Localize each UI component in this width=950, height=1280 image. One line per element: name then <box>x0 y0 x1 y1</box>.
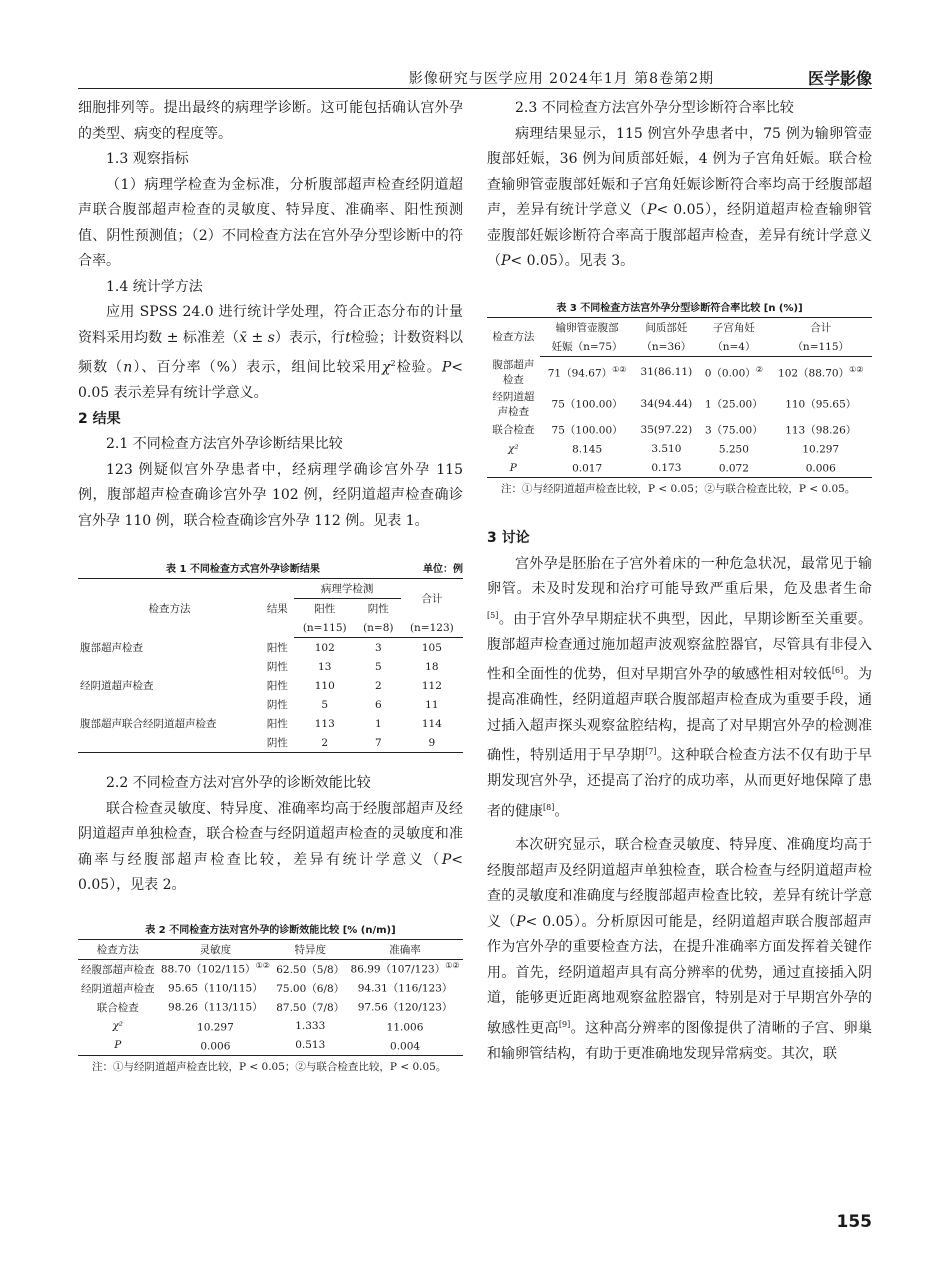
t1-header-result: 结果 <box>266 602 288 615</box>
t3-cell-total <box>770 420 873 439</box>
t1-cell-neg: 1 <box>374 717 382 730</box>
paragraph: 123 例疑似宫外孕患者中，经病理学确诊宫外孕 115 例，腹部超声检查确诊宫外孕 102 例，经阴道超声检查确诊宫外孕 110 例，联合检查确诊宫外孕 112 例。见表 1。 <box>78 461 463 529</box>
t2-cell-spec: 75.00（6/8） <box>276 982 345 995</box>
t1-cell-total: 11 <box>425 698 439 711</box>
heading-2-1: 2.1 不同检查方法宫外孕诊断结果比较 <box>106 436 343 453</box>
t2-value: 86.99（107/123） <box>350 963 446 976</box>
t2-header-acc: 准确率 <box>347 939 463 959</box>
t2-cell-sens <box>157 998 273 1017</box>
t3-n-corn: （n=4） <box>698 337 769 357</box>
table2-note: 注：①与经阴道超声检查比较，P < 0.05；②与联合检查比较，P < 0.05。 <box>92 1060 447 1073</box>
t2-cell-method: P <box>114 1039 122 1052</box>
paragraph: 应用 SPSS 24.0 进行统计学处理，符合正态分布的计量资料采用均数 ± 标准差（x̄ ± s）表示，行t检验；计数资料以频数（n）、百分率（%）表示，组间比较采用$\chi^2$检验。P< 0.05 表示差异有统计学意义。 <box>78 304 464 402</box>
t1-cell-pos: 113 <box>314 717 335 730</box>
t3-n-amp: 妊娠（n=75） <box>540 337 635 357</box>
t1-cell-method: 腹部超声联合经阴道超声检查 <box>80 718 217 731</box>
t1-cell-method <box>78 733 261 753</box>
t3-marker: ② <box>755 364 763 374</box>
t1-n-pos: (n=115) <box>294 618 356 638</box>
t3-cell-amp <box>540 458 635 478</box>
t2-header-method: 检查方法 <box>78 939 157 959</box>
t1-cell-total: 112 <box>421 679 442 692</box>
t1-header-method: 检查方法 <box>148 602 191 615</box>
right-column <box>487 96 872 1067</box>
t3-cell-corn <box>698 420 769 439</box>
table3-caption: 表 3 不同检查方法宫外孕分型诊断符合率比较 [n (%)] <box>556 302 803 314</box>
t3-header-amp: 输卵管壶腹部 <box>555 321 619 334</box>
table-row <box>487 439 872 458</box>
t2-value: 98.26（113/115） <box>168 1001 263 1014</box>
page-number: 155 <box>836 1212 872 1232</box>
t3-cell-total <box>770 356 873 388</box>
t3-cell-amp <box>540 420 635 439</box>
t3-cell-method <box>487 420 540 439</box>
t2-value: 94.31（116/123） <box>357 982 453 995</box>
t1-cell-total: 9 <box>428 736 436 749</box>
t3-value: 71（94.67） <box>547 367 613 379</box>
t3-method-line1: 经阴道超 <box>492 391 535 403</box>
table2-caption: 表 2 不同检查方法对宫外孕的诊断效能比较 [% (n/m)] <box>145 924 396 936</box>
t3-cell-total <box>770 458 873 478</box>
t1-cell-result: 阳性 <box>266 641 288 654</box>
t3-value: 75（100.00） <box>551 398 623 411</box>
t1-cell-result: 阴性 <box>266 661 288 674</box>
t3-value: 102（88.70） <box>778 367 850 379</box>
t3-method-line1: 腹部超声 <box>492 359 535 371</box>
t2-cell-acc <box>347 1017 463 1036</box>
t3-n-total: （n=115） <box>770 337 873 357</box>
t2-value: 97.56（120/123） <box>357 1001 453 1014</box>
t3-cell-amp <box>540 439 635 458</box>
t3-cell-int: 35(97.22) <box>640 423 693 436</box>
heading-1-4: 1.4 统计学方法 <box>106 278 203 295</box>
t3-header-corn: 子宫角妊 <box>712 321 755 334</box>
t2-marker: ①② <box>255 961 270 971</box>
t2-cell-method: 经腹部超声检查 <box>80 963 155 976</box>
t2-value: 11.006 <box>386 1021 424 1034</box>
table-row <box>487 458 872 478</box>
t2-header-sens: 灵敏度 <box>157 939 273 959</box>
table1-caption: 表 1 不同检查方式宫外孕诊断结果 单位：例 <box>166 564 463 576</box>
table-row <box>78 638 463 658</box>
table-row <box>487 356 872 388</box>
t1-cell-neg: 3 <box>374 641 382 654</box>
t3-cell-corn <box>698 356 769 388</box>
t2-cell-method: χ² <box>112 1020 124 1033</box>
t2-cell-sens <box>157 1017 273 1036</box>
t1-n-neg: (n=8) <box>356 618 401 638</box>
t1-cell-pos: 110 <box>314 679 335 692</box>
t2-cell-acc <box>347 1036 463 1056</box>
t3-method-line2: 声检查 <box>497 406 530 418</box>
t1-cell-result: 阴性 <box>266 699 288 712</box>
t3-cell-method <box>487 388 540 420</box>
t2-value: 0.006 <box>200 1040 231 1053</box>
t3-cell-corn <box>698 388 769 420</box>
t3-value: 8.145 <box>572 443 603 456</box>
t3-header-method: 检查方法 <box>492 331 535 344</box>
t2-cell-spec: 1.333 <box>295 1020 326 1033</box>
paragraph: 联合检查灵敏度、特异度、准确率均高于经腹部超声及经阴道超声单独检查，联合检查与经阴道超声检查的灵敏度和准确率与经腹部超声检查比较，差异有统计学意义（P< 0.05），见表 2。 <box>78 800 463 894</box>
t2-cell-sens <box>157 979 273 998</box>
t1-cell-method: 经阴道超声检查 <box>80 680 154 693</box>
t3-value: 0.072 <box>718 462 749 475</box>
paragraph: 细胞排列等。提出最终的病理学诊断。这可能包括确认宫外孕的类型、病变的程度等。 <box>78 100 463 142</box>
t1-cell-total: 18 <box>425 660 439 673</box>
t2-value: 95.65（110/115） <box>168 982 263 995</box>
t2-value: 0.004 <box>390 1040 421 1053</box>
t2-cell-acc <box>347 979 463 998</box>
t3-value: 113（98.26） <box>785 424 857 437</box>
t1-header-pos: 阳性 <box>314 603 336 616</box>
t1-cell-pos: 5 <box>321 698 329 711</box>
t1-cell-pos: 13 <box>318 660 332 673</box>
t3-value: 10.297 <box>802 443 840 456</box>
t3-value: 1（25.00） <box>704 398 763 411</box>
t3-cell-corn <box>698 458 769 478</box>
t3-value: 75（100.00） <box>551 424 623 437</box>
table-row <box>78 733 463 753</box>
table-row <box>487 420 872 439</box>
t3-marker: ①② <box>612 364 627 374</box>
t2-cell-method: 经阴道超声检查 <box>80 982 155 995</box>
t3-n-int: （n=36） <box>635 337 699 357</box>
t3-method-line2: 检查 <box>502 374 524 386</box>
paragraph: （1）病理学检查为金标准，分析腹部超声检查经阴道超声联合腹部超声检查的灵敏度、特异度、准确率、阳性预测值、阴性预测值；（2）不同检查方法在宫外孕分型诊断中的符合率。 <box>78 176 463 269</box>
t3-cell-int: 34(94.44) <box>640 398 693 410</box>
heading-1-3: 1.3 观察指标 <box>106 151 189 167</box>
t1-cell-result: 阳性 <box>266 680 288 693</box>
t3-value: 0.017 <box>572 462 603 475</box>
running-header <box>78 66 872 88</box>
t1-n-total: (n=123) <box>401 618 463 638</box>
t3-value: 110（95.65） <box>785 398 857 411</box>
table-row <box>78 657 463 676</box>
table1 <box>78 578 463 753</box>
t3-header-int: 间质部妊 <box>645 321 688 334</box>
t3-cell-int: 0.173 <box>651 461 682 474</box>
t2-marker: ①② <box>445 961 460 971</box>
t3-cell-int: 31(86.11) <box>640 366 693 379</box>
t2-header-spec: 特异度 <box>273 939 347 959</box>
t3-cell-method <box>487 439 540 458</box>
table-row <box>78 1036 463 1056</box>
t2-cell-sens <box>157 959 273 979</box>
heading-2: 2 结果 <box>78 410 121 427</box>
paragraph: 宫外孕是胚胎在子宫外着床的一种危急状况，最常见于输卵管。未及时发现和治疗可能导致严重后果，危及患者生命[5]。由于宫外孕早期症状不典型，因此，早期诊断至关重要。腹部超声检查通过施加超声波观察盆腔器官，尽管具有非侵入性和全面性的优势，但对早期宫外孕的敏感性相对较低[6]。为提高准确性，经阴道超声联合腹部超声检查成为重要手段，通过插入超声探头观察盆腔结构，提高了对早期宫外孕的检测准确性，特别适用于早孕期[7]。这种联合检查方法不仅有助于早期发现宫外孕，还提高了治疗的成功率，从而更好地保障了患者的健康[8]。 <box>487 555 873 820</box>
t2-cell-acc <box>347 998 463 1017</box>
t2-cell-spec: 0.513 <box>295 1039 326 1052</box>
table-row <box>78 998 463 1017</box>
t3-cell-total <box>770 439 873 458</box>
t2-value: 88.70（102/115） <box>160 963 256 976</box>
t1-header-group: 病理学检测 <box>294 579 401 599</box>
t1-cell-total: 114 <box>421 717 442 730</box>
t2-cell-acc <box>347 959 463 979</box>
t3-cell-total <box>770 388 873 420</box>
t1-header-total: 合计 <box>421 593 443 606</box>
t3-value: 0.006 <box>805 462 836 475</box>
table-row <box>78 979 463 998</box>
t2-cell-sens <box>157 1036 273 1056</box>
table-row <box>78 1017 463 1036</box>
t1-cell-neg: 7 <box>374 736 382 749</box>
table3-note: 注：①与经阴道超声检查比较，P < 0.05；②与联合检查比较，P < 0.05。 <box>501 483 856 495</box>
table-row <box>78 959 463 979</box>
header-rule <box>78 88 872 89</box>
t3-value: 0（0.00） <box>704 367 756 379</box>
t1-cell-pos: 2 <box>321 736 329 749</box>
t3-cell-amp <box>540 356 635 388</box>
t1-header-neg: 阴性 <box>367 603 389 616</box>
t1-cell-pos: 102 <box>314 641 335 654</box>
section-label: 医学影像 <box>807 69 872 88</box>
t3-value: 5.250 <box>718 443 749 456</box>
t2-cell-method: 联合检查 <box>96 1001 139 1014</box>
t3-method-line1: P <box>509 461 517 474</box>
t2-cell-spec: 62.50（5/8） <box>276 963 345 976</box>
t1-cell-neg: 2 <box>374 679 382 692</box>
table-row <box>78 714 463 733</box>
t3-cell-amp <box>540 388 635 420</box>
table3 <box>487 317 872 479</box>
t1-cell-method <box>78 657 261 676</box>
t3-cell-corn <box>698 439 769 458</box>
left-column <box>78 96 463 1078</box>
t2-cell-spec: 87.50（7/8） <box>276 1001 345 1014</box>
t3-method-line1: χ² <box>508 442 519 455</box>
t3-value: 3（75.00） <box>704 424 763 437</box>
paragraph: 本次研究显示，联合检查灵敏度、特异度、准确度均高于经腹部超声及经阴道超声单独检查，联合检查与经阴道超声检查的灵敏度和准确度与经腹部超声检查比较，差异有统计学意义（P< 0.05）。分析原因可能是，经阴道超声联合腹部超声作为宫外孕的重要检查方法，在提升准确率方面发挥着关键作用。首先，经阴道超声具有高分辨率的优势，通过直接插入阴道，能够更近距离地观察盆腔器官，特别是对于早期宫外孕的敏感性更高[9]。这种高分辨率的图像提供了清晰的子宫、卵巢和输卵管结构，有助于更准确地发现异常病变。其次，联 <box>487 837 873 1062</box>
t3-marker: ①② <box>849 364 864 374</box>
table2 <box>78 939 463 1056</box>
journal-issue: 影像研究与医学应用 2024年1月 第8卷第2期 <box>408 71 714 87</box>
heading-3: 3 讨论 <box>487 530 530 546</box>
heading-2-2: 2.2 不同检查方法对宫外孕的诊断效能比较 <box>106 775 371 792</box>
t1-cell-result: 阳性 <box>266 718 288 731</box>
t1-cell-result: 阴性 <box>266 737 288 750</box>
t3-cell-method <box>487 356 540 388</box>
t1-cell-neg: 5 <box>374 660 382 673</box>
t1-cell-neg: 6 <box>374 698 382 711</box>
table-row <box>78 695 463 714</box>
t1-cell-method <box>78 695 261 714</box>
table-row <box>487 388 872 420</box>
heading-2-3: 2.3 不同检查方法宫外孕分型诊断符合率比较 <box>515 100 794 116</box>
t2-value: 10.297 <box>197 1021 234 1034</box>
t3-cell-int: 3.510 <box>651 442 682 455</box>
t3-cell-method <box>487 458 540 478</box>
t3-header-total: 合计 <box>810 321 832 334</box>
t1-cell-total: 105 <box>421 641 442 654</box>
table-row <box>78 676 463 695</box>
t3-method-line1: 联合检查 <box>492 424 535 436</box>
t1-cell-method: 腹部超声检查 <box>80 641 143 654</box>
paragraph: 病理结果显示，115 例宫外孕患者中，75 例为输卵管壶腹部妊娠，36 例为间质部妊娠，4 例为子宫角妊娠。联合检查输卵管壶腹部妊娠和子宫角妊娠诊断符合率均高于经腹部超声，差异有统计学意义（P< 0.05），经阴道超声检查输卵管壶腹部妊娠诊断符合率高于腹部超声检查，差异有统计学意义（P< 0.05）。见表 3。 <box>487 125 872 269</box>
